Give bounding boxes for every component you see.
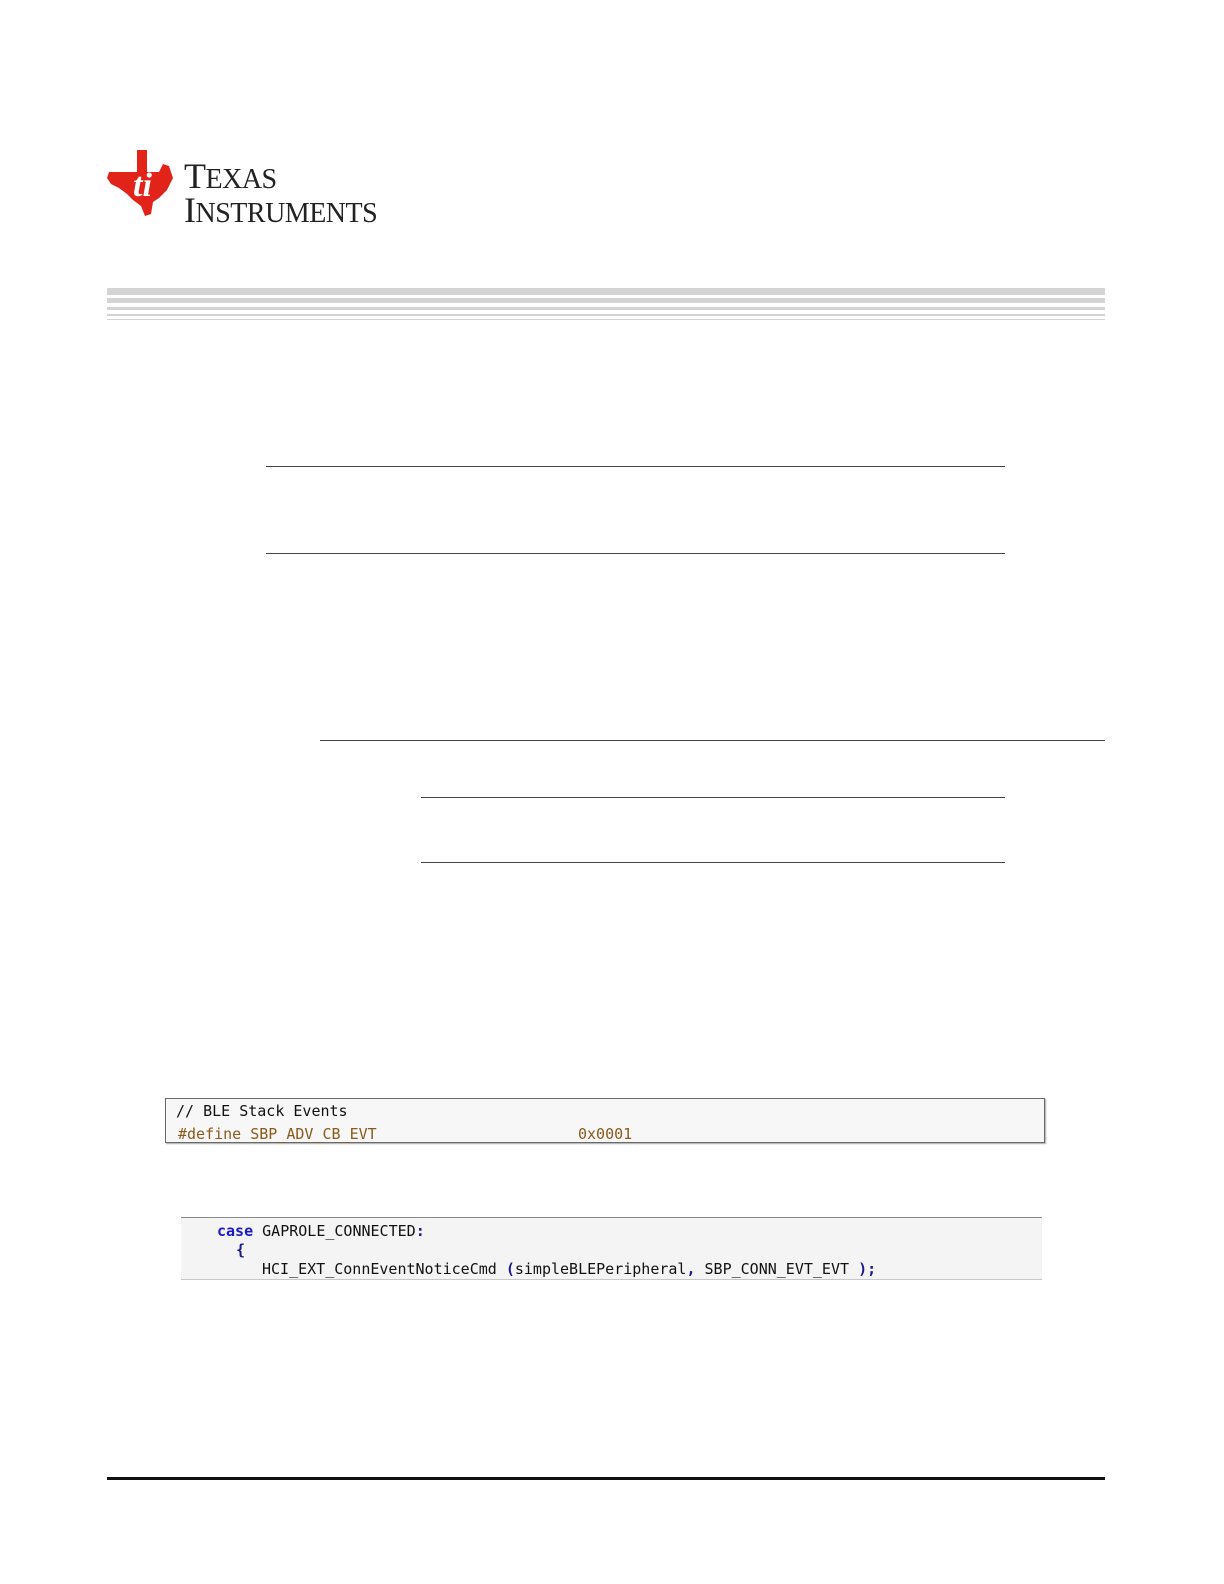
svg-text:ti: ti [133,167,152,204]
code-label: GAPROLE_CONNECTED [262,1222,416,1240]
code-open-paren: ( [505,1260,515,1278]
code-comment: // BLE Stack Events [176,1102,348,1120]
section-rule [266,466,1005,467]
code-arg1: simpleBLEPeripheral [514,1260,687,1278]
header-bar [107,288,1105,295]
code-open-brace: { [236,1241,246,1259]
code-block-define [165,1098,1045,1143]
code-arg2: SBP_CONN_EVT_EVT [704,1260,850,1278]
code-func-name: HCI_EXT_ConnEventNoticeCmd [262,1260,497,1278]
texas-state-logo-icon [107,150,177,218]
code-close: ); [858,1260,877,1278]
code-colon: : [415,1222,425,1240]
code-define-value: 0x0001 [578,1125,633,1143]
section-rule [266,553,1005,554]
logo-wordmark: TEXAS INSTRUMENTS [184,156,378,230]
code-comma: , [686,1260,696,1278]
section-rule [320,740,1105,741]
footer-rule [107,1477,1105,1480]
header-bar [107,314,1105,316]
code-line-call [262,1260,876,1278]
code-keyword: case [217,1222,254,1240]
code-block-case [181,1217,1042,1280]
code-line-brace [236,1241,245,1259]
section-rule [421,797,1005,798]
header-bar [107,307,1105,310]
section-rule [421,862,1005,863]
company-logo [107,150,427,230]
code-line-case [217,1222,425,1240]
code-define-name: #define SBP_ADV_CB_EVT [178,1125,377,1143]
header-bar [107,298,1105,303]
header-bar [107,319,1105,320]
